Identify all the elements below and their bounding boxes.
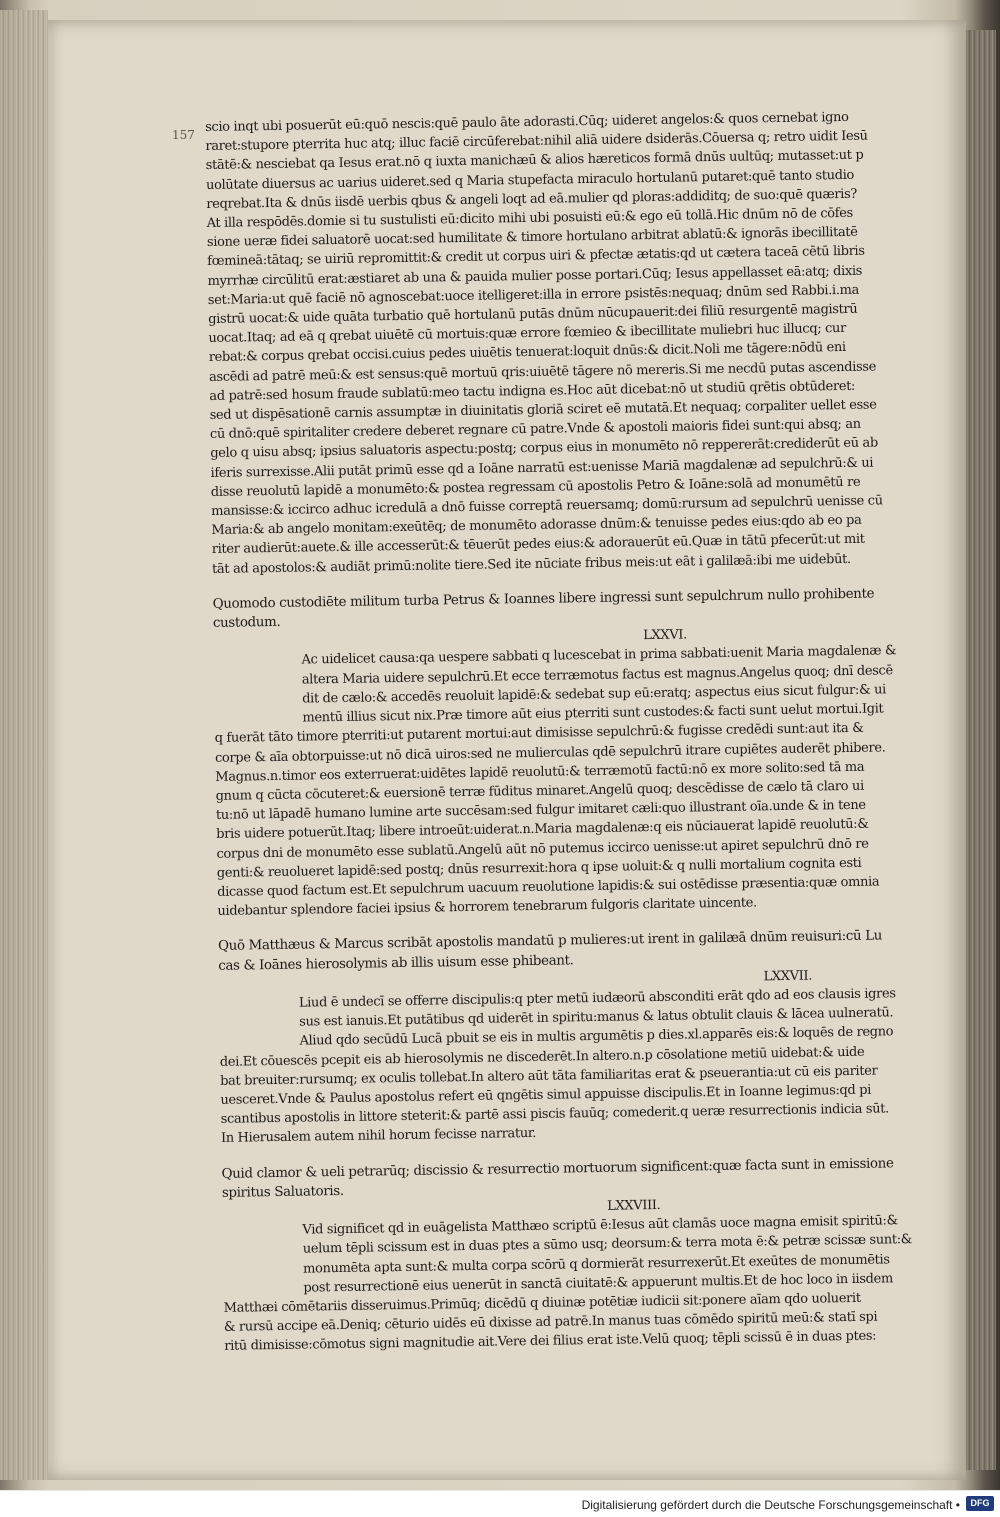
left-page-edges — [0, 10, 48, 1480]
opening-paragraph — [205, 106, 947, 578]
text-line: bris uidere potuerūt.Itaq; libere introeūt:uiderat.n.Maria magdalenæ:q eis nūciauerat lapidē reuolutū:& — [216, 816, 869, 843]
text-line: set:Maria:ut quē faciē nō agnoscebat:uoce itelligeret:illa in errore psistēs:nequaq; dnūm sed Rabbi.i.ma — [207, 282, 860, 308]
text-line: stātē:& nesciebat qa Iesus erat.nō q iuxta manichæū & alios hæreticos formā dnūs uultūq; mutasset:ut p — [205, 148, 864, 174]
text-line: sed ut dispēsationē carnis assumptæ in diuinitatis gloriā sciret eē mutatā.Et nequaq; corpaliter uellet esse — [209, 397, 877, 424]
chapter-text — [219, 983, 956, 1148]
text-line: Matthæi cōmētariis disseruimus.Primūq; dicēdū q diuinæ potētiæ iudicii sit:ponere aīam qdo uoluerit — [223, 1290, 861, 1316]
text-line: At illa respōdēs.domie si tu sustulisti eū:dicito mihi ubi posuisti eū:& ego eū tollā.Hic dnūm nō de cōfes — [206, 205, 853, 232]
text-line: tāt ad apostolos:& audiāt primū:nolite tiere.Sed ite nūciate fribus meis:ut eāt i galilæā:ibi me uidebūt. — [211, 551, 851, 577]
text-line: scantibus apostolis in littore steterit:& partē assi piscis fauūq; comederit.q ueræ resurrectionis indicia sūt. — [220, 1101, 889, 1128]
digitization-credit: Digitalisierung gefördert durch die Deutsche Forschungsgemeinschaft • — [581, 1498, 960, 1512]
dfg-logo-icon: DFG — [966, 1496, 994, 1511]
chapter-number: LXXVII. — [763, 968, 813, 985]
text-line: disse reuolutū lapidē a monumēto:& postea regressam cū apostolis Petro & Ioāne:solā ad monumētū re — [210, 474, 861, 500]
text-line: In Hierusalem autem nihil horum fecisse narratur. — [220, 1126, 537, 1147]
text-line: ritū dimisisse:cōmotus signi magnitudie ait.Vere dei filius erat iste.Velū quoq; tēpli scissū ē in duas ptes: — [224, 1329, 877, 1355]
text-line: genti:& reuolueret lapidē:sed postq; dnūs resurrexit:hora q ipse uoluit:& q nulli mortalium cognita esti — [216, 855, 862, 881]
text-line: Liud ē undecī se offerre discipulis:q pter metū iudæorū absconditi erāt qdo ad eos clausis igres — [298, 986, 896, 1011]
text-line: myrrhæ circūlitū erat:æstiaret ab una & pauida mulier posse portari.Cūq; Iesus appellasset eā:atq; dixis — [207, 263, 863, 289]
chapter-number: LXXVI. — [643, 627, 688, 644]
title-line: custodum. — [212, 614, 281, 632]
text-line: dicasse quod factum est.Et sepulchrum uacuum reuolutione lapidis:& sui ostēdisse præsentia:quæ omnia — [217, 874, 880, 900]
chapter-number: LXXVIII. — [607, 1197, 661, 1214]
text-line: & rursū accipe eā.Deniq; cēturio uidēs eū dixisse ad patrē.In manus tuas cōmēdo spiritū meū:& statī spi — [223, 1309, 878, 1336]
text-line: bat breuiter:rursumq; ex oculis tollebat.In altero aūt tāta familiaritas erat & pseuerantia:ut cū eis pariter — [220, 1063, 878, 1089]
text-line: uesceret.Vnde & Paulus apostolus refert eū qngētis simul appuisse discipulis.Et in Ioanne legimus:qd pi — [220, 1082, 872, 1108]
text-line: mentū illius sicut nix.Præ timore aūt eius pterriti sunt custodes:& facti sunt uelut mortui.Igit — [302, 701, 884, 726]
text-line: ad patrē:sed hosum fraude sublatū:meo tactu indigna es.Hoc aūt dicebat:nō ut studiū qrētis obtūderet: — [209, 378, 856, 404]
text-line: Magnus.n.timor eos exterruerat:uidētes lapidē reuolutū:& terræmotū factū:nō ex more solito:sed tā ma — [215, 759, 865, 785]
title-line: Quomodo custodiēte militum turba Petrus & Ioannes libere ingressi sunt sepulchrum nullo prohibente — [212, 586, 875, 612]
text-line: sione ueræ fidei saluatorē uocat:sed humilitate & timore hortulano arbitrat ablatū:& ignorās ibecillitatē — [206, 224, 858, 251]
text-line: Aliud qdo secūdū Lucā pbuit se eis in multis argumētis p dies.xl.apparēs eis:& loquēs de regno — [299, 1024, 894, 1049]
text-line: gelo q uisu absq; ipsius saluatoris aspectu:postq; corpus eius in monumēto nō reppererāt:crediderūt eū ab — [210, 435, 878, 462]
footer-bar — [0, 1490, 1000, 1517]
chapter — [221, 1153, 959, 1357]
chapters — [212, 583, 959, 1356]
text-line: iferis surrexisse.Alii putāt primū esse qd a Ioāne narratū est:uenisse Mariā magdalenæ ad sepulchrū:& ui — [210, 455, 874, 481]
chapter-text — [213, 641, 952, 921]
chapter — [218, 926, 956, 1149]
text-line: mansisse:& iccirco adhuc icredulā a dnō fuisse correptā reuersamq; domū:rursum ad sepulchrū uenisse cū — [211, 493, 883, 520]
text-line: tu:nō ut lāpadē humano lumine arte succēsam:sed fulgur imitaret cæli:quo illustrant oīa.unde & in tene — [215, 797, 866, 824]
title-line: cas & Ioānes hierosolymis ab illis uisum esse phibeant. — [218, 952, 574, 974]
text-line: scio inqt ubi posuerūt eū:quō nescis:quē paulo āte adorasti.Cūq; uideret angelos:& quos cernebat igno — [205, 109, 849, 135]
chapter — [212, 583, 952, 921]
text-line: corpus dni de monumēto esse sublatū.Angelū aūt nō putemus iccirco uenisse:ut apiret sepulchrū dnō re — [216, 836, 869, 862]
text-line: reqrebat.Ita & dnūs iisdē uerbis qbus & angeli loqt ad eā.mulier qd ploras:addiditq; de suo:quē quæris? — [206, 186, 858, 212]
text-line: ascēdi ad patrē meū:& est sensus:quē mortuū qris:uiuētē tāgere nō mereris.Si me necdū putas ascendisse — [208, 359, 877, 385]
text-line: cū dnō:quē spiritaliter credere deberet regnare cū patre.Vnde & apostoli maioris fidei sunt:qui absq; an — [209, 416, 861, 443]
text-line: dei.Et cōuescēs pcepit eis ab hierosolymis ne discederēt.In altero.n.p cōsolatione metiū uidebat:& uide — [219, 1044, 865, 1070]
title-line: spiritus Saluatoris. — [221, 1183, 344, 1201]
text-line: corpe & aīa obtorpuisse:ut nō dicā uiros:sed ne mulierculas qdē sepulchrū itrare cupiētes auderēt phibere. — [214, 739, 886, 766]
text-line: altera Maria uidere sepulchrū.Et ecce terræmotus factus est magnus.Angelus quoq; dnī descē — [301, 662, 893, 688]
text-line: fœmineā:tātaq; se uiriū repromittit:& credit ut corpus uiri & pfectæ ætatis:qd ut cætera taceā cētū libris — [207, 244, 865, 270]
text-block — [205, 106, 959, 1356]
text-line: riter audierūt:auete.& ille accesserūt:& tēuerūt pedes eius:& adorauerūt eū.Quæ in tātū pfecerūt:ut mit — [211, 532, 865, 558]
text-line: gnum q cūcta cōcuteret:& euersionē terræ fūditus minaret.Angelū quoq; descēdisse de cælo tā claro ui — [215, 778, 864, 804]
text-line: sus est ianuis.Et putātibus qd uiderēt in spiritu:manus & latus obtulit clauis & lācea uulneratū. — [299, 1005, 894, 1030]
text-line: raret:stupore pterrita huc atq; illuc faciē circūferebat:nihil aliā uidere dsiderās.Cōuersa q; retro uidit Iesū — [205, 128, 868, 155]
text-line: gistrū uocat:& uide quāta turbatio quē hortulanū putās dnūm nūcupauerit:dei filiū resurgentē magistrū — [208, 301, 858, 328]
text-line: monumēta apta sunt:& multa corpa scōrū q dormierāt resurrexerūt.Et exeūtes de monumētis — [302, 1251, 890, 1277]
right-page-edges — [966, 30, 996, 1470]
text-line: Maria:& ab angelo monitam:exeūtēq; de monumēto adorasse dnūm:& tenuisse pedes eius:qdo ab eo pa — [211, 513, 862, 539]
text-line: Ac uidelicet causa:qa uespere sabbati q lucescebat in prima sabbati:uenit Maria magdalenæ & — [301, 643, 897, 669]
text-line: uocat.Itaq; ad eā q qrebat uiuētē cū mortuis:quæ errore fœmieo & ibecillitate muliebri huc illucq; cur — [208, 321, 847, 347]
chapter-text — [222, 1210, 959, 1356]
text-line: uelum tēpli scissum est in duas ptes a sūmo usq; deorsum:& terra mota ē:& petræ scissæ sunt:& — [302, 1232, 913, 1257]
text-line: uolūtate diuersus ac uarius uideret.sed q Maria stupefacta miraculo hortulanū putaret:quē tanto studio — [205, 167, 855, 193]
text-line: rebat:& corpus qrebat occisi.cuius pedes uiuētis tenuerat:loquit dnūs:& dicit.Noli me tāgere:nōdū eni — [208, 340, 846, 366]
text-line: post resurrectionē eius uenerūt in sanctā ciuitatē:& appuerunt multis.Et de hoc loco in iisdem — [303, 1271, 894, 1296]
text-line: dit de cælo:& accedēs reuoluit lapidē:& sedebat sup eū:eratq; aspectus eius sicut fulgur:& ui — [302, 682, 886, 707]
text-line: uidebantur splendore faciei ipsius & horrorem tenebrarum fulgoris claritate uincente. — [217, 895, 757, 920]
text-line: Vid significet qd in euāgelista Matthæo scriptū ē:Iesus aūt clamās uoce magna emisit spiritū:& — [302, 1213, 898, 1238]
title-line: Quid clamor & ueli petrarūq; discissio & resurrectio mortuorum significent:quæ facta sunt in emissione — [221, 1155, 894, 1182]
text-line: q fuerāt tāto timore pterriti:ut putarent mortui:aut dimisisse sepulchrū:& fugisse credēdi sunt:aut ita & — [214, 721, 864, 747]
margin-mark: 157 — [172, 128, 195, 142]
title-line: Quō Matthæus & Marcus scribāt apostolis mandatū p mulieres:ut irent in galilæā dnūm reuisuri:cū Lu — [217, 928, 883, 955]
